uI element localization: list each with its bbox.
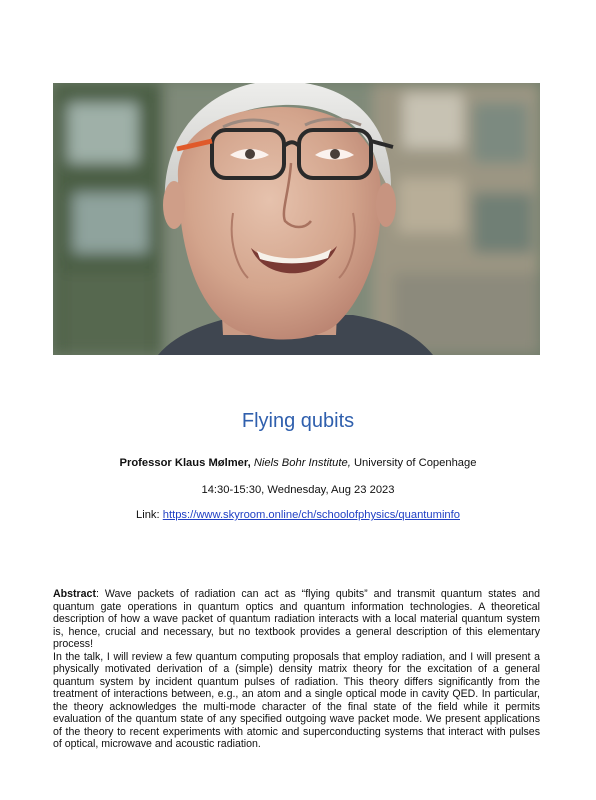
speaker-institute: Niels Bohr Institute, xyxy=(253,457,351,469)
abstract-paragraph-1 xyxy=(53,588,540,651)
link-line xyxy=(0,509,596,521)
speaker-line xyxy=(0,457,596,469)
meeting-link[interactable]: https://www.skyroom.online/ch/schoolofphysics/quantuminfo xyxy=(162,509,460,521)
abstract-text-1: : Wave packets of radiation can act as “flying qubits” and transmit quantum states and quantum gate operations in quantum optics and quantum information technologies. A theoretical description of how a wave packet of quantum radiation interacts with a local material quantum system is, hence, crucial and necessary, but no textbook provides a general description of this elementary process! xyxy=(53,588,540,650)
speaker-name: Professor Klaus Mølmer, xyxy=(119,457,251,469)
abstract-paragraph-2: In the talk, I will review a few quantum computing proposals that employ radiation, and I will present a physically motivated derivation of a (simple) density matrix theory for the excitation of a general quantum system by incident quantum pulses of radiation. This theory differs significantly from the treatment of interactions between, e.g., an atom and a single optical mode in cavity QED. In particular, the theory acknowledges the multi-mode character of the final state of the field while it permits evaluation of the quantum state of any specified outgoing wave packet mode. We present applications of the theory to recent experiments with atomic and superconducting systems that interact with pulses of optical, microwave and acoustic radiation. xyxy=(53,650,540,750)
talk-time: 14:30-15:30, Wednesday, Aug 23 2023 xyxy=(201,484,395,496)
link-label: Link: xyxy=(136,509,160,521)
talk-title: Flying qubits xyxy=(241,410,355,432)
speaker-university: University of Copenhage xyxy=(353,457,477,469)
speaker-portrait-photo xyxy=(53,83,540,355)
abstract-label: Abstract xyxy=(53,588,96,600)
abstract-section xyxy=(53,588,540,751)
